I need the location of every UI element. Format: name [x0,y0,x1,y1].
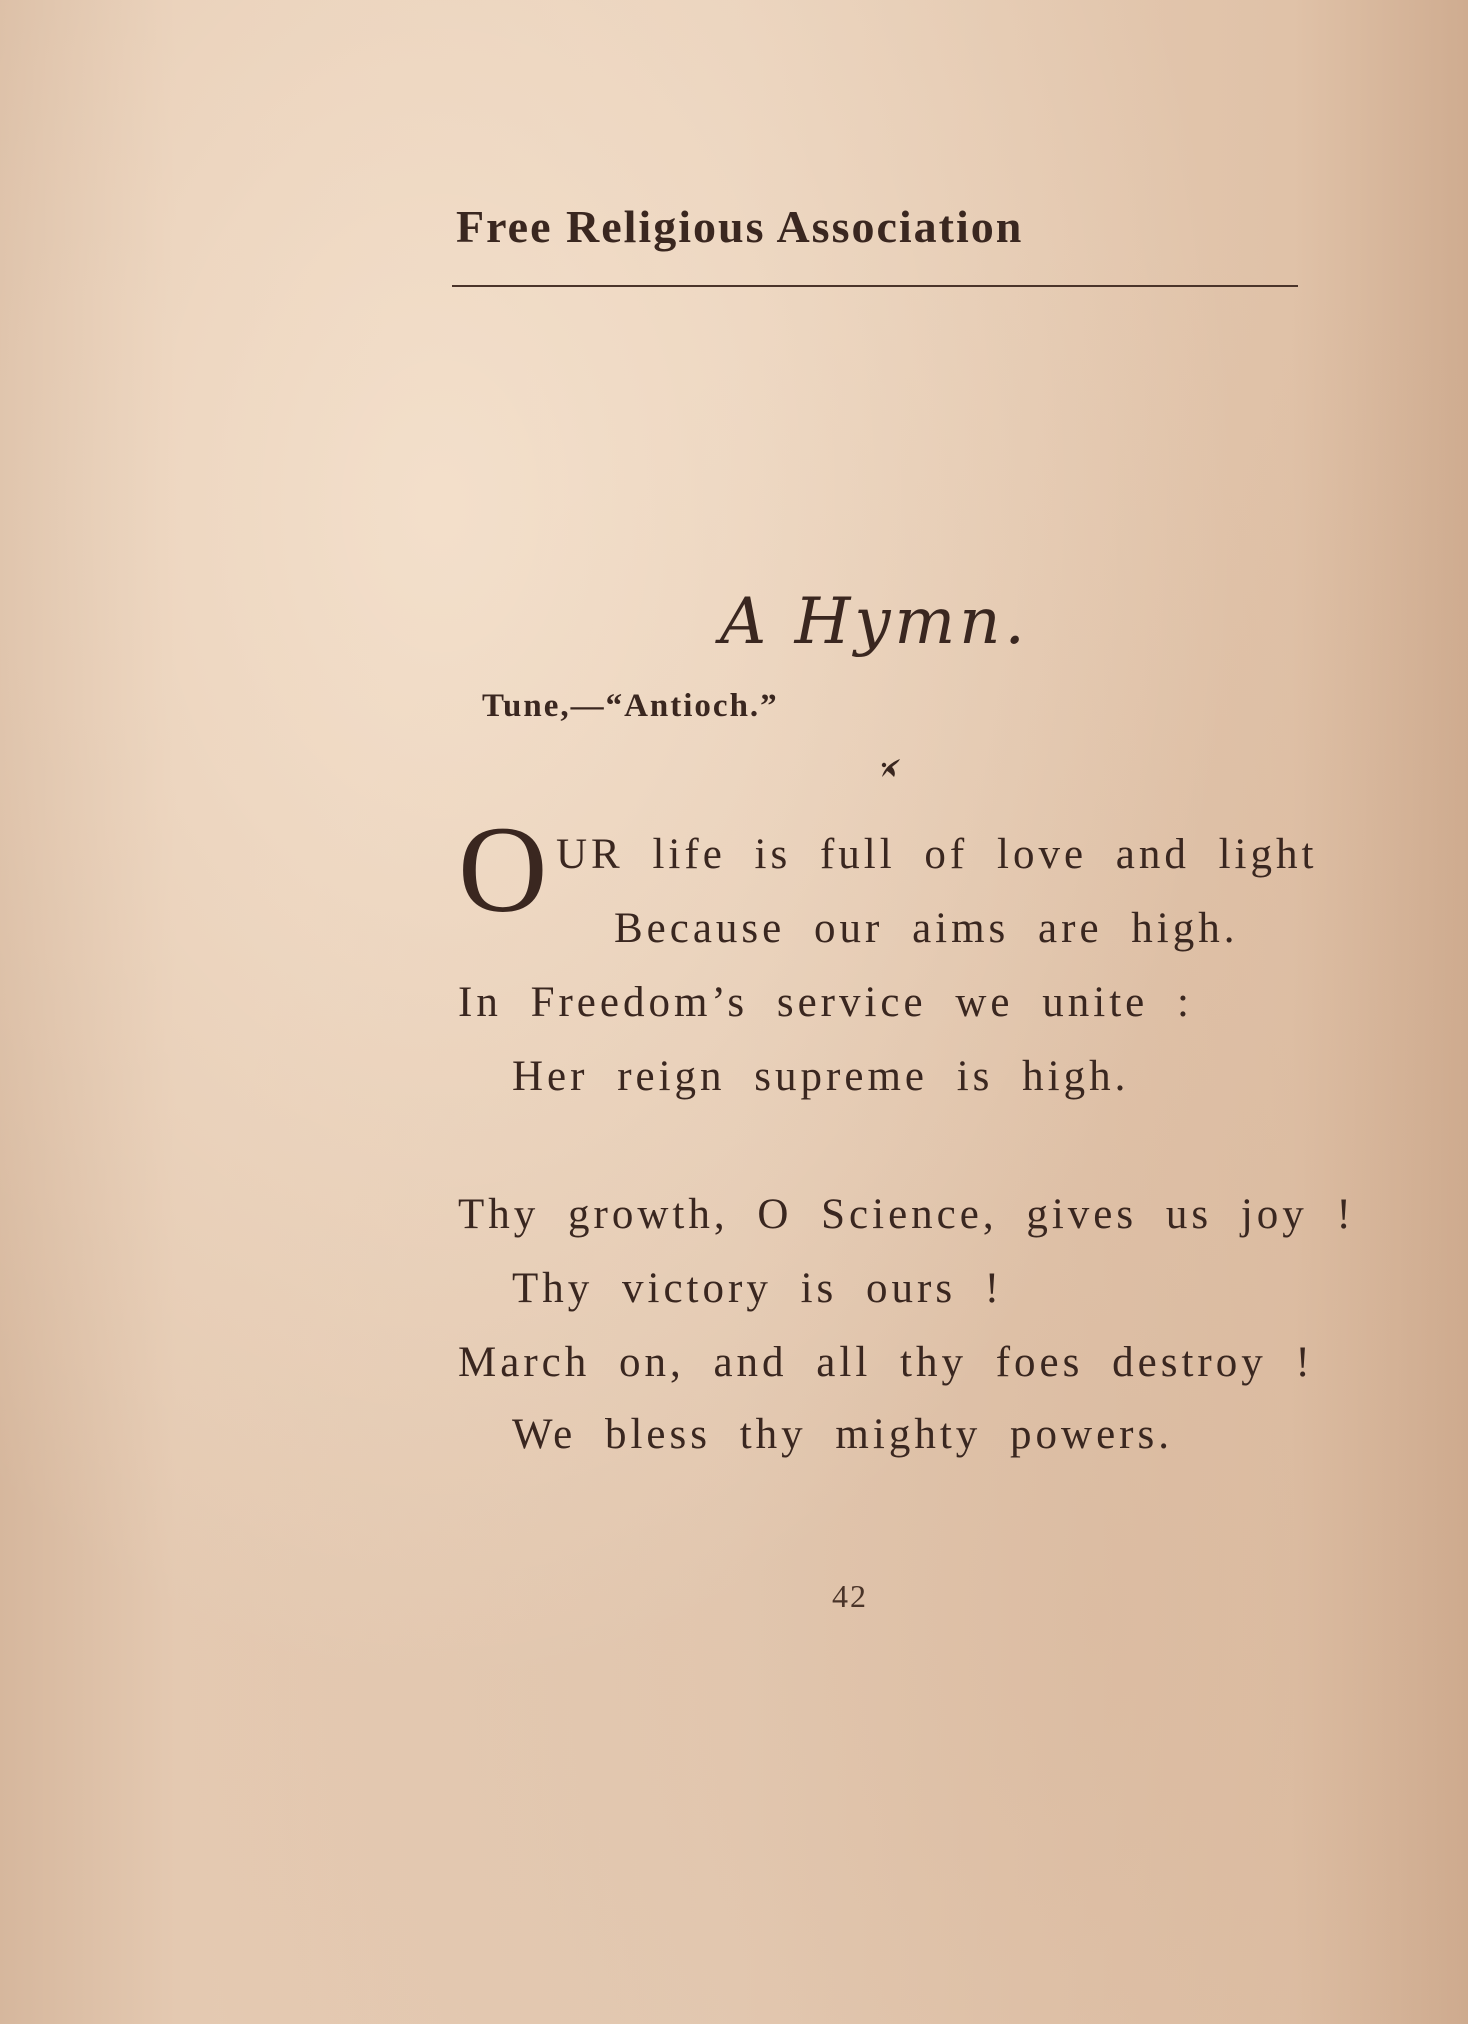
verse-line: Her reign supreme is high. [512,1053,1130,1100]
tune-line: Tune,—“Antioch.” [482,688,779,724]
fleuron-icon [878,755,904,781]
page-number: 42 [832,1578,868,1614]
hymn-title: A Hymn. [720,585,1029,659]
verse-line: Thy victory is ours ! [512,1265,1004,1312]
verse-line: In Freedom’s service we unite : [458,979,1193,1026]
verse-line: We bless thy mighty powers. [512,1411,1173,1458]
header-rule [452,285,1298,287]
drop-cap: O [458,801,548,938]
running-head: Free Religious Association [456,201,1024,252]
verse-line: Because our aims are high. [614,905,1239,952]
verse-line: UR life is full of love and light [556,831,1318,878]
verse-line: March on, and all thy foes destroy ! [458,1339,1314,1386]
verse-line: Thy growth, O Science, gives us joy ! [458,1191,1355,1238]
